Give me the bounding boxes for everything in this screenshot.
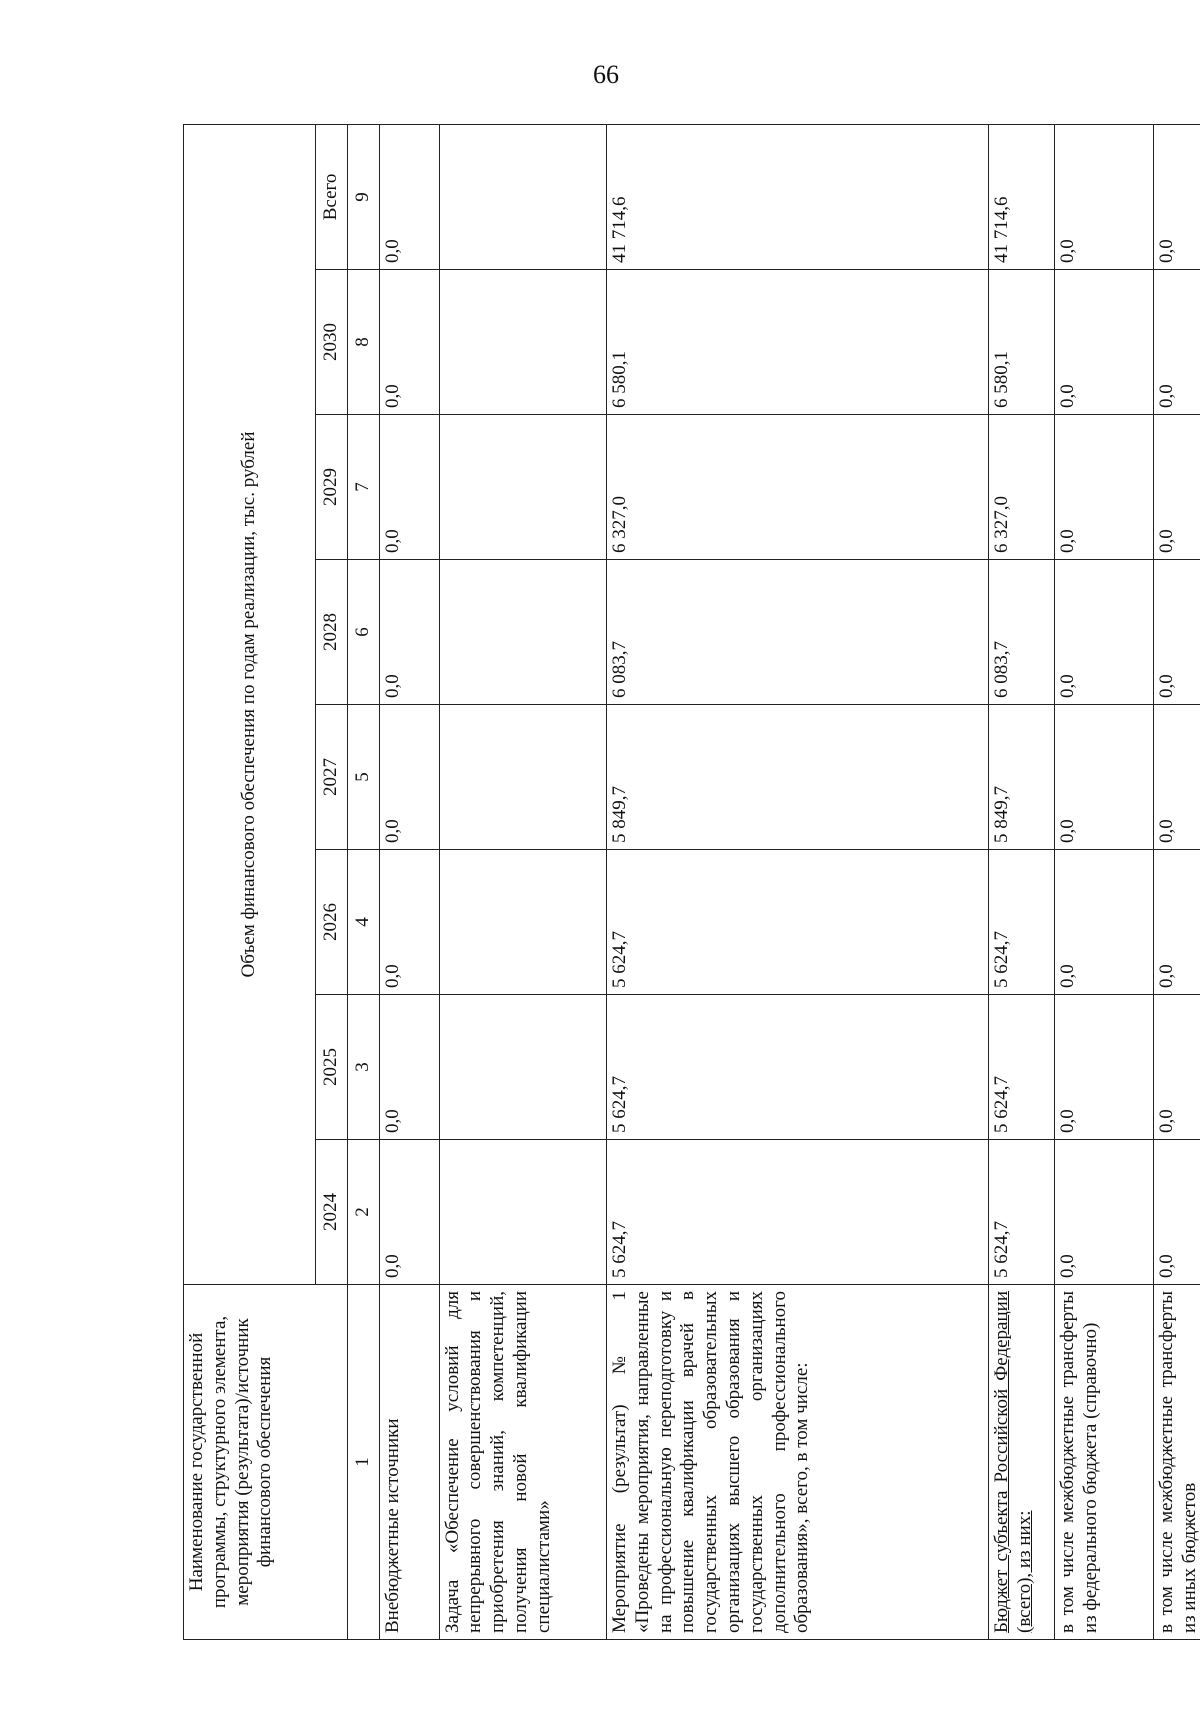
cell-value: 0,0	[1055, 1140, 1154, 1285]
cell-value	[439, 560, 606, 705]
cell-value: 0,0	[379, 415, 439, 560]
cell-value: 6 327,0	[988, 415, 1055, 560]
cell-value: 0,0	[379, 124, 439, 269]
cell-value: 41 714,6	[607, 124, 989, 269]
cell-value: 5 624,7	[607, 995, 989, 1140]
cell-value: 6 327,0	[607, 415, 989, 560]
cell-value: 0,0	[1154, 850, 1200, 995]
header-year: 2027	[315, 705, 347, 850]
cell-value: 41 714,6	[988, 124, 1055, 269]
cell-value: 5 624,7	[988, 995, 1055, 1140]
cell-value: 0,0	[1055, 560, 1154, 705]
cell-value: 0,0	[1055, 270, 1154, 415]
cell-value: 0,0	[1055, 124, 1154, 269]
cell-value: 0,0	[1055, 415, 1154, 560]
cell-value	[439, 1140, 606, 1285]
header-year: 2025	[315, 995, 347, 1140]
row-label: в том числе межбюджетные трансферты из иных бюджетов	[1154, 1285, 1200, 1640]
financing-table	[183, 124, 1200, 1640]
header-name-column: Наименование государственной программы, структурного элемента, мероприятия (результата)/источник финансового обеспечения	[184, 1285, 348, 1640]
column-number: 1	[348, 1285, 380, 1640]
cell-value	[439, 850, 606, 995]
cell-value	[439, 995, 606, 1140]
cell-value: 5 849,7	[607, 705, 989, 850]
cell-value	[439, 270, 606, 415]
row-label: Бюджет субъекта Российской Федерации (всего), из них:	[988, 1285, 1055, 1640]
cell-value: 5 624,7	[988, 1140, 1055, 1285]
cell-value: 5 624,7	[607, 850, 989, 995]
cell-value: 0,0	[1154, 705, 1200, 850]
column-number: 7	[348, 415, 380, 560]
cell-value: 6 083,7	[988, 560, 1055, 705]
rotated-table-wrapper	[183, 125, 1200, 1640]
cell-value: 0,0	[1154, 415, 1200, 560]
table-row	[1055, 124, 1154, 1639]
table-row	[439, 124, 606, 1639]
row-label: Внебюджетные источники	[379, 1285, 439, 1640]
table-row	[988, 124, 1055, 1639]
cell-value: 5 624,7	[607, 1140, 989, 1285]
cell-value: 0,0	[379, 705, 439, 850]
cell-value	[439, 705, 606, 850]
page-number: 66	[593, 60, 619, 89]
column-number: 6	[348, 560, 380, 705]
cell-value: 6 580,1	[607, 270, 989, 415]
row-label: Мероприятие (результат) № 1 «Проведены мероприятия, направленные на профессиональную переподготовку и повышение квалификации врачей в государственных образовательных организациях высшего образования и государственных организациях дополнительного профессионального образования», всего, в том числе:	[607, 1285, 989, 1640]
cell-value	[439, 124, 606, 269]
cell-value: 0,0	[1154, 124, 1200, 269]
column-number: 5	[348, 705, 380, 850]
table-row	[1154, 124, 1200, 1639]
table-row	[607, 124, 989, 1639]
cell-value: 0,0	[379, 560, 439, 705]
cell-value: 0,0	[379, 1140, 439, 1285]
cell-value	[439, 415, 606, 560]
cell-value: 6 580,1	[988, 270, 1055, 415]
header-year: 2030	[315, 270, 347, 415]
column-number: 8	[348, 270, 380, 415]
column-number: 3	[348, 995, 380, 1140]
cell-value: 0,0	[379, 270, 439, 415]
cell-value: 5 624,7	[988, 850, 1055, 995]
column-number: 2	[348, 1140, 380, 1285]
column-number: 9	[348, 124, 380, 269]
header-total: Всего	[315, 124, 347, 269]
cell-value: 0,0	[379, 995, 439, 1140]
cell-value: 0,0	[1055, 995, 1154, 1140]
header-group: Объем финансового обеспечения по годам реализации, тыс. рублей	[184, 124, 316, 1284]
table-row	[379, 124, 439, 1639]
column-number-row	[348, 124, 380, 1639]
cell-value: 0,0	[1055, 705, 1154, 850]
cell-value: 0,0	[1055, 850, 1154, 995]
cell-value: 0,0	[1154, 560, 1200, 705]
header-year: 2029	[315, 415, 347, 560]
column-number: 4	[348, 850, 380, 995]
header-year: 2024	[315, 1140, 347, 1285]
cell-value: 0,0	[379, 850, 439, 995]
row-label: в том числе межбюджетные трансферты из федерального бюджета (справочно)	[1055, 1285, 1154, 1640]
cell-value: 0,0	[1154, 995, 1200, 1140]
cell-value: 5 849,7	[988, 705, 1055, 850]
header-year: 2026	[315, 850, 347, 995]
header-year: 2028	[315, 560, 347, 705]
cell-value: 0,0	[1154, 270, 1200, 415]
cell-value: 6 083,7	[607, 560, 989, 705]
row-label: Задача «Обеспечение условий для непрерывного совершенствования и приобретения знаний, компетенций, получения новой квалификации специалистами»	[439, 1285, 606, 1640]
cell-value: 0,0	[1154, 1140, 1200, 1285]
